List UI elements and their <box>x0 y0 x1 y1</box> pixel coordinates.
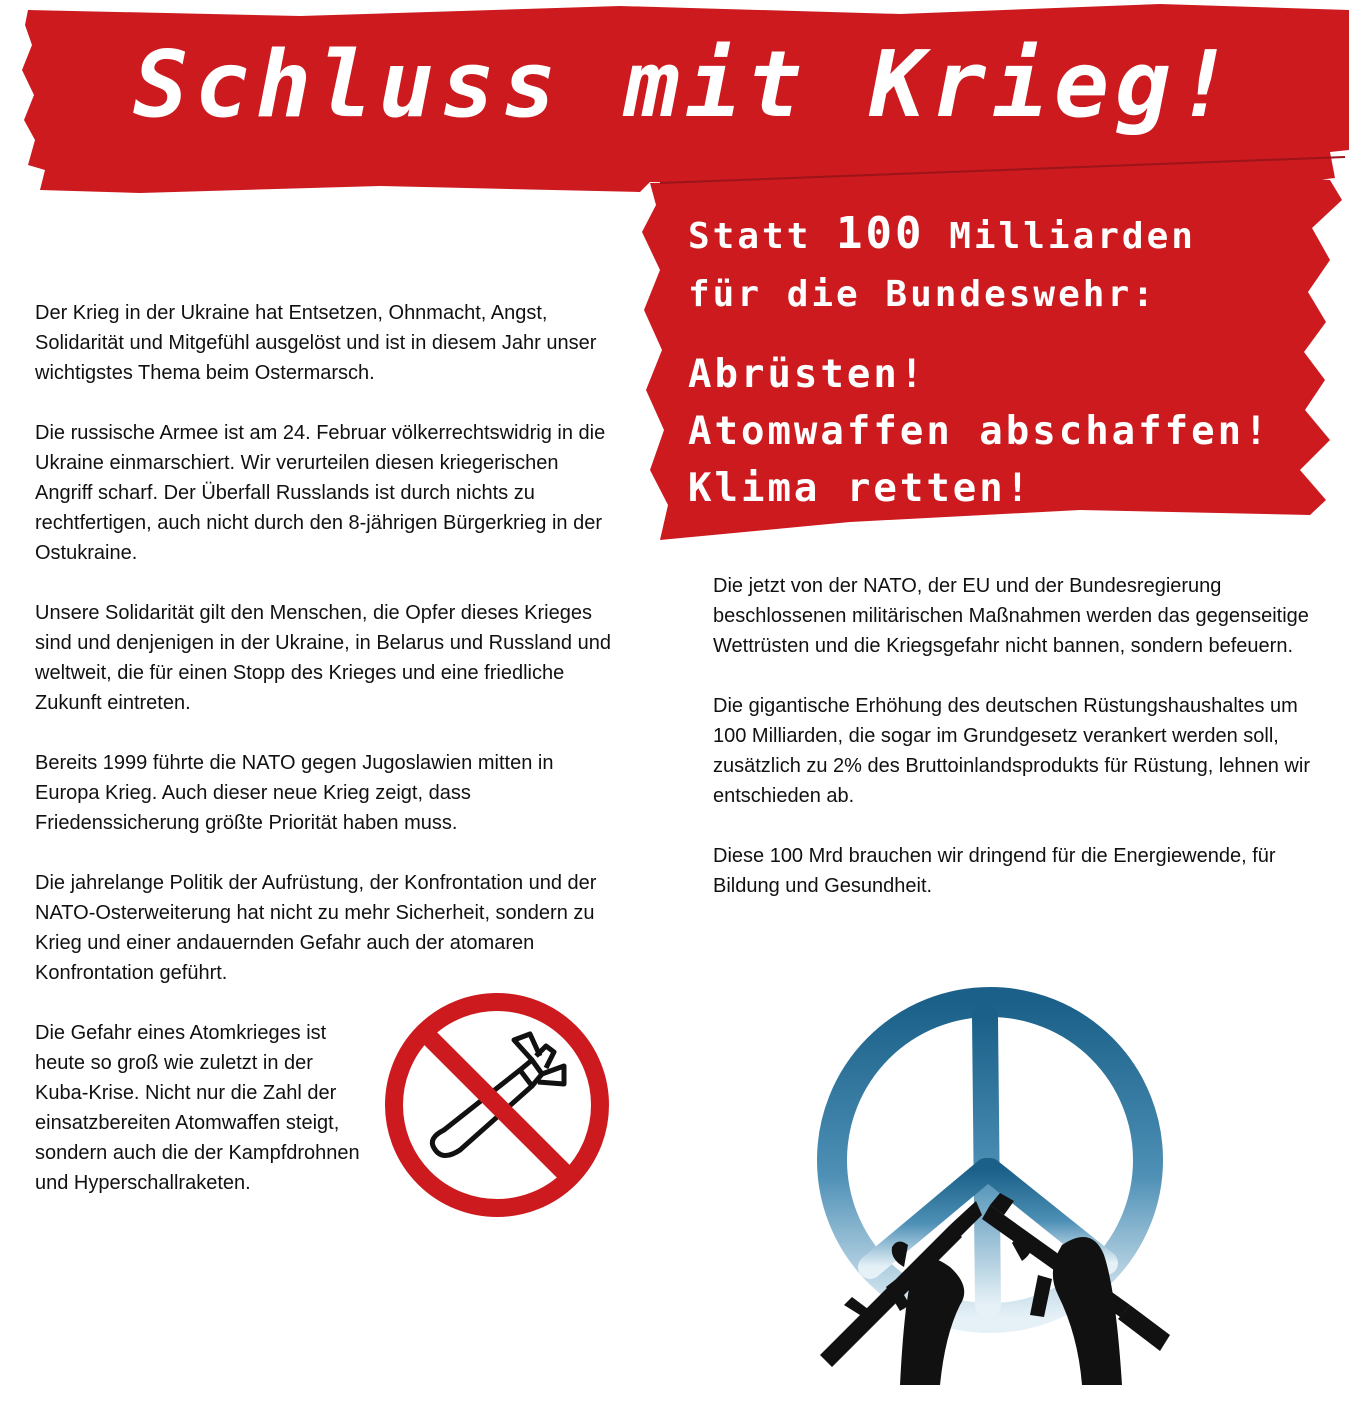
paragraph: Die russische Armee ist am 24. Februar völkerrechtswidrig in die Ukraine einmarschiert. Wir verurteilen diesen kriegerischen Angriff scharf. Der Überfall Russlands ist durch nichts zu rechtfertigen, auch nicht durch den 8-jährigen Bürgerkrieg in der Ostukraine. <box>35 422 606 564</box>
demand-item: Klima retten! <box>688 466 1033 511</box>
subheader-line-1: Statt 100 Milliarden <box>688 208 1196 259</box>
subheader <box>688 205 1328 517</box>
peace-sign-broken-rifle-icon <box>800 975 1180 1385</box>
paragraph: Diese 100 Mrd brauchen wir dringend für die Energiewende, für Bildung und Gesundheit. <box>713 845 1276 897</box>
paragraph: Die jahrelange Politik der Aufrüstung, der Konfrontation und der NATO-Osterweiterung hat nicht zu mehr Sicherheit, sondern zu Krieg und einer andauernden Gefahr auch der atomaren Konfrontation geführt. <box>35 872 597 984</box>
paragraph: Die jetzt von der NATO, der EU und der Bundesregierung beschlossenen militärischen Maßnahmen werden das gegenseitige Wettrüsten und die Kriegsgefahr nicht bannen, sondern befeuern. <box>713 575 1309 657</box>
demands-list <box>688 346 1328 517</box>
paragraph: Der Krieg in der Ukraine hat Entsetzen, Ohnmacht, Angst, Solidarität und Mitgefühl ausgelöst und ist in diesem Jahr unser wichtigstes Thema beim Ostermarsch. <box>35 302 597 384</box>
headline: Schluss mit Krieg! <box>133 31 1238 138</box>
right-column <box>713 571 1313 931</box>
demand-item: Abrüsten! <box>688 352 927 397</box>
paragraph: Unsere Solidarität gilt den Menschen, die Opfer dieses Krieges sind und denjenigen in der Ukraine, in Belarus und Russland und weltweit, die für einen Stopp des Krieges und eine friedliche Zukunft eintreten. <box>35 602 611 714</box>
paragraph: Bereits 1999 führte die NATO gegen Jugoslawien mitten in Europa Krieg. Auch dieser neue Krieg zeigt, dass Friedenssicherung größte Priorität haben muss. <box>35 752 554 834</box>
demand-item: Atomwaffen abschaffen! <box>688 409 1271 454</box>
paragraph: Die gigantische Erhöhung des deutschen Rüstungshaushaltes um 100 Milliarden, die sogar im Grundgesetz verankert werden soll, zusätzlich zu 2% des Bruttoinlandsprodukts für Rüstung, lehnen wir entschieden ab. <box>713 695 1310 807</box>
no-nuclear-bomb-icon <box>382 990 612 1220</box>
paragraph: Die Gefahr eines Atomkrieges ist heute so groß wie zuletzt in der Kuba-Krise. Nicht nur die Zahl der einsatzbereiten Atomwaffen steigt, sondern auch die der Kampfdrohnen und Hyperschallraketen. <box>35 1022 360 1194</box>
subheader-line-2: für die Bundeswehr: <box>688 274 1157 315</box>
